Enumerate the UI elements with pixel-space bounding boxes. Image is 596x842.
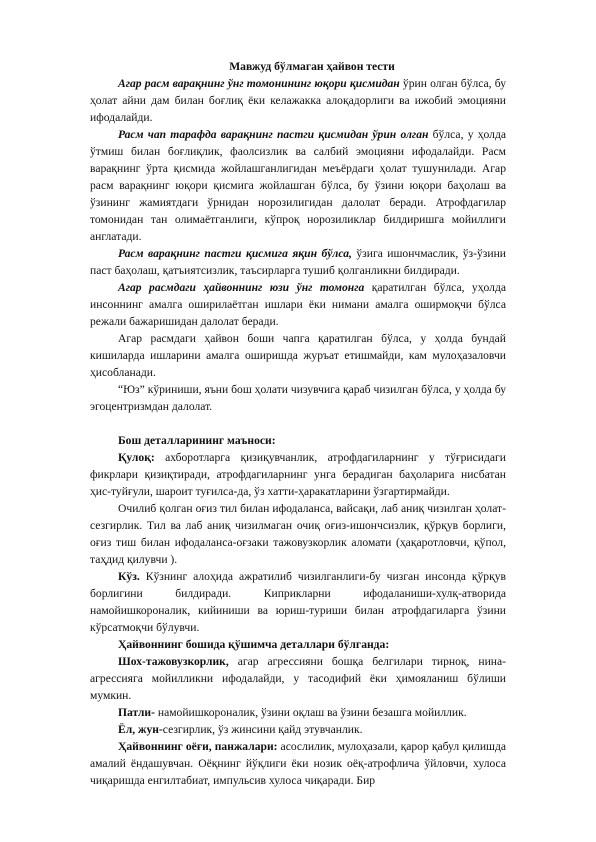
paragraph [90,279,506,330]
paragraph [90,721,506,738]
paragraph-text: Агар расмдаги ҳайвон боши чапга қаратилган бўлса, у ҳолда бундай кишиларда ишларини амалга оширишда журъат етишмайди, кам мулоҳазаловчи ҳисобланади. [90,332,506,379]
document-title: Мавжуд бўлмаган ҳайвон тести [229,60,395,73]
paragraph-lead: Расм чап тарафда варақнинг пастги қисмидан ўрин олган [118,128,429,141]
paragraph-lead: Ёл, жун- [118,723,163,736]
paragraph [90,126,506,245]
paragraph-text: Кўзнинг алоҳида ажратилиб чизилганлиги-бу чизган инсонда қўрқув борлигини билдиради. Киприкларни ифодаланиши-хулқ-атворида намойишкороналик, кийиниши ва юриш-туриши билан атрофдагиларга ўзини кўрсатмоқчи бўлувчи. [90,570,506,634]
paragraph-text: ўзига ишончмаслик, ўз-ўзини паст баҳолаш, қатъиятсизлик, таъсирларга тушиб қолганликни билдиради. [90,247,506,277]
paragraph-text: бўлса, у ҳолда ўтмиш билан боғлиқлик, фаолсизлик ва салбий эмоцияни ифодалайди. Расм варақнинг ўрта қисмида жойлашганлигидан меъёрдаги ҳолат тушунилади. Агар расм варақнинг юқори қисмига жойлашган бўлса, бу ўзини юқори баҳолаш ва ўзининг жамиятдаги ўрнидан норозилигидан далолат беради. Атрофдагилар томонидан тан олимаётганлиги, кўпроқ норозиликлар билдиришга мойиллиги англатади. [90,128,506,243]
paragraph [90,704,506,721]
paragraph [90,738,506,789]
paragraph-lead: Расм варақнинг пастги қисмига яқин бўлса, [118,247,352,260]
paragraph-lead: Қулоқ: [118,451,155,464]
paragraph-text: агар агрессияни бошқа белгилари тирноқ, нина-агрессияга мойилликни ифодалайди, у тасодифий ёки ҳимояланиш бўлиши мумкин. [90,655,506,702]
paragraph-text: Очилиб қолган оғиз тил билан ифодаланса, вайсақи, лаб аниқ чизилган ҳолат-сезгирлик. Тил ва лаб аниқ чизилмаган очиқ оғиз-ишончсизлик, қўрқув борлиги, оғиз тиш билан ифодаланса-оғзаки тажовузкорлик аломати (ҳақаротловчи, қўпол, таҳдид қилувчи ). [90,502,506,566]
paragraph-lead: Шох-тажовузкорлик, [118,655,229,668]
paragraph-text: ўрин олган бўлса, бу ҳолат айни дам билан боғлиқ ёки келажакка алоқадорлиги ва ижобий эмоцияни ифодалайди. [90,77,506,124]
blank-line [90,415,506,432]
document-page [90,58,506,789]
paragraph-lead: Кўз. [118,570,140,583]
paragraph-lead: Агар расмдаги ҳайвоннинг юзи ўнг томонга [118,281,365,294]
paragraph-text: “Юз” кўриниши, яъни бош ҳолати чизувчига қараб чизилган бўлса, у ҳолда бу эгоцентризмдан далолат. [90,383,506,413]
paragraph [90,568,506,636]
paragraph-text: ахборотларга қизиқувчанлик, атрофдагиларнинг у тўғрисидаги фикрлари қизиқтиради, атрофдагиларнинг унга берадиган баҳоларига нисбатан ҳис-туйғули, шароит туғилса-да, ўз хатти-ҳаракатларини ўзгартирмайди. [90,451,506,498]
paragraph-text: намойишкороналик, ўзини оқлаш ва ўзини безашга мойиллик. [154,706,467,719]
section-heading: Бош деталларининг маъноси: [118,434,276,447]
paragraph-lead: Агар расм варақнинг ўнг томонининг юқори қисмидан [118,77,400,90]
paragraph-text: асослилик, мулоҳазали, қарор қабул қилишда амалий ёндашувчан. Оёқнинг йўқлиги ёки нозик оёқ-атрофлича ўйловчи, хулоса чиқаришда енгилтабиат, импульсив хулоса чиқаради. Бир [90,740,506,787]
paragraph [90,75,506,126]
paragraph [90,653,506,704]
section-heading: Ҳайвоннинг бошида қўшимча деталлари бўлганда: [118,638,390,651]
paragraph [90,500,506,568]
paragraph [90,449,506,500]
paragraph-text: сезгирлик, ўз жинсини қайд этувчанлик. [162,723,363,736]
paragraph-lead: Ҳайвоннинг оёғи, панжалари: [118,740,278,753]
paragraph [90,381,506,415]
paragraph [90,330,506,381]
paragraph-text: қаратилган бўлса, уҳолда инсоннинг амалга оширилаётган ишлари ёки нимани амалга оширмоқчи бўлса режали бажаришидан далолат беради. [90,281,506,328]
paragraph-lead: Патли- [118,706,155,719]
paragraph [90,245,506,279]
